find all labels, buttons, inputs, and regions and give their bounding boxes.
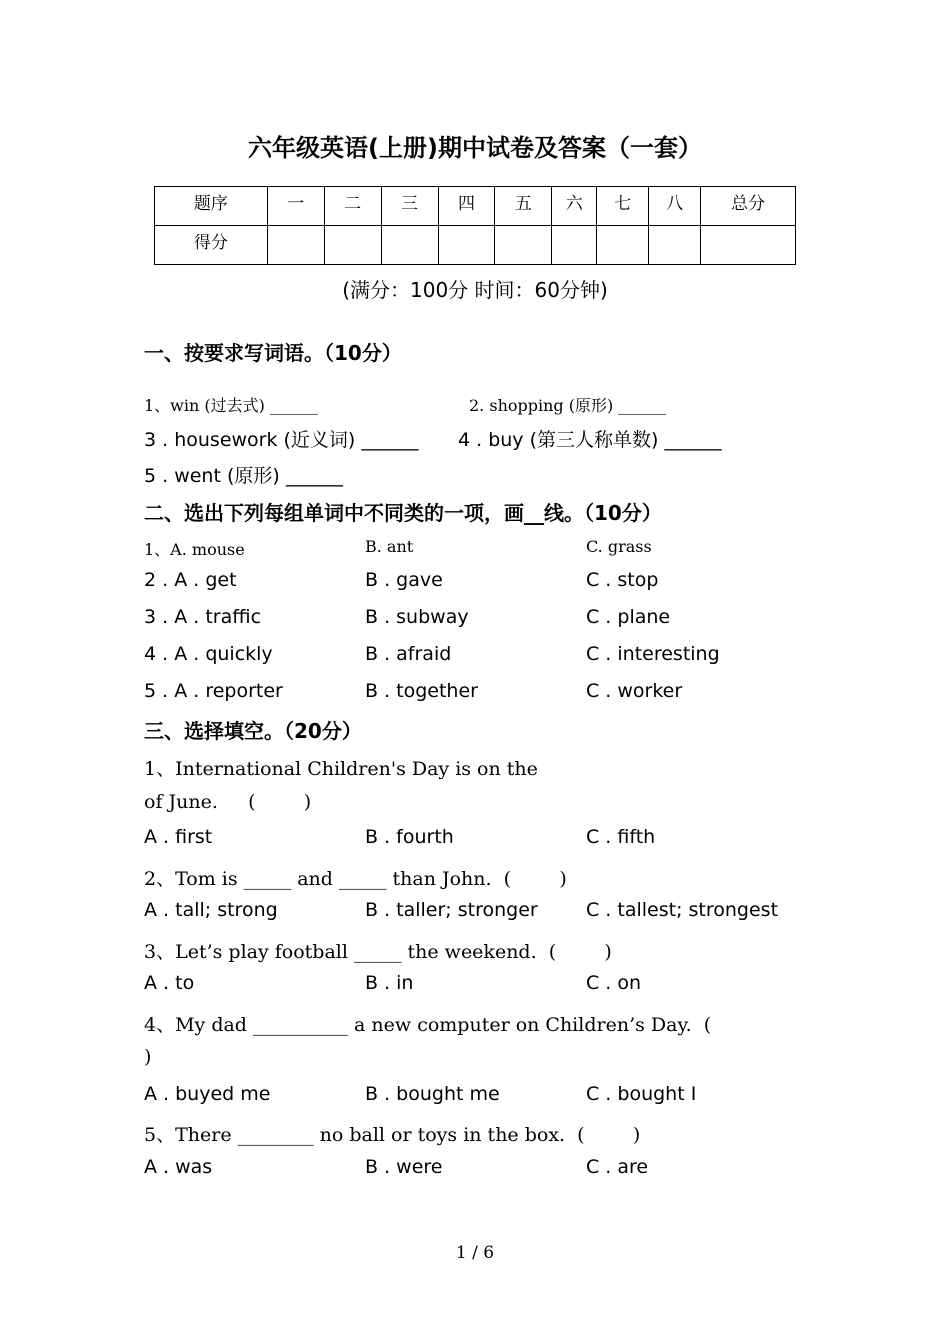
score-table (154, 186, 796, 265)
s3-question-5: 5、There ________ no ball or toys in the box. ( ) (144, 1124, 641, 1146)
s2-row-4-c: C . interesting (586, 643, 720, 665)
s2-row-2-c: C . stop (586, 569, 659, 591)
full-mark-note: (满分：100分 时间：60分钟) (342, 278, 608, 302)
s3-q3-option-b: B . in (365, 972, 414, 994)
s3-q5-option-a: A . was (144, 1156, 213, 1178)
page-title: 六年级英语(上册)期中试卷及答案（一套） (248, 134, 702, 162)
s3-question-2: 2、Tom is _____ and _____ than John. ( ) (144, 868, 567, 890)
table-cell: 题序 (155, 187, 268, 226)
table-cell: 四 (438, 187, 495, 226)
score-cell[interactable] (597, 226, 649, 265)
table-cell: 二 (324, 187, 381, 226)
s3-q1-option-c: C . fifth (586, 826, 656, 848)
s3-question-3: 3、Let’s play football _____ the weekend. ( ) (144, 941, 612, 963)
table-cell: 一 (267, 187, 324, 226)
s2-row-4-a: 4 . A . quickly (144, 643, 273, 665)
s3-q1-option-b: B . fourth (365, 826, 454, 848)
s3-q3-option-c: C . on (586, 972, 642, 994)
score-cell[interactable] (438, 226, 495, 265)
s2-row-1-c: C. grass (586, 537, 652, 556)
score-cell[interactable] (267, 226, 324, 265)
s2-row-3-b: B . subway (365, 606, 469, 628)
s3-q5-option-b: B . were (365, 1156, 443, 1178)
s1-question-5: 5 . went (原形) ______ (144, 465, 343, 487)
s3-question-1-line-1: 1、International Children's Day is on the (144, 758, 538, 780)
s2-row-1-b: B. ant (365, 537, 414, 556)
table-cell: 六 (552, 187, 597, 226)
table-cell: 五 (495, 187, 552, 226)
s1-question-2: 2. shopping (原形) ______ (469, 396, 667, 415)
s2-row-2-b: B . gave (365, 569, 443, 591)
s3-question-4-line-2: ) (144, 1046, 152, 1068)
score-cell[interactable] (649, 226, 701, 265)
s3-q2-option-c: C . tallest; strongest (586, 899, 779, 921)
s2-row-5-c: C . worker (586, 680, 683, 702)
s1-question-1: 1、win (过去式) ______ (144, 396, 318, 415)
score-table-header-row (155, 187, 796, 226)
s3-q2-option-b: B . taller; stronger (365, 899, 538, 921)
score-table-score-row (155, 226, 796, 265)
table-cell: 得分 (155, 226, 268, 265)
score-cell[interactable] (552, 226, 597, 265)
table-cell: 八 (649, 187, 701, 226)
table-cell: 七 (597, 187, 649, 226)
s3-q3-option-a: A . to (144, 972, 195, 994)
s2-row-3-c: C . plane (586, 606, 671, 628)
s1-question-4: 4 . buy (第三人称单数) ______ (458, 429, 722, 451)
s3-q4-option-c: C . bought I (586, 1083, 697, 1105)
section-1-heading: 一、按要求写词语。（10分） (144, 341, 402, 365)
s3-q5-option-c: C . are (586, 1156, 649, 1178)
table-cell: 三 (381, 187, 438, 226)
s2-row-4-b: B . afraid (365, 643, 452, 665)
score-cell[interactable] (495, 226, 552, 265)
s3-q4-option-b: B . bought me (365, 1083, 500, 1105)
page-number: 1 / 6 (455, 1243, 495, 1263)
score-cell[interactable] (381, 226, 438, 265)
s2-row-1-a: 1、A. mouse (144, 540, 245, 559)
s3-question-4-line-1: 4、My dad __________ a new computer on Children’s Day. ( (144, 1014, 712, 1036)
s1-question-3: 3 . housework (近义词) ______ (144, 429, 419, 451)
section-2-heading: 二、选出下列每组单词中不同类的一项，画__线。（10分） (144, 501, 662, 525)
score-cell[interactable] (324, 226, 381, 265)
table-cell: 总分 (701, 187, 796, 226)
s3-question-1-line-2: of June. ( ) (144, 791, 312, 813)
s3-q1-option-a: A . first (144, 826, 213, 848)
score-cell[interactable] (701, 226, 796, 265)
section-3-heading: 三、选择填空。（20分） (144, 719, 362, 743)
s2-row-2-a: 2 . A . get (144, 569, 237, 591)
s2-row-5-b: B . together (365, 680, 478, 702)
s3-q2-option-a: A . tall; strong (144, 899, 278, 921)
s2-row-3-a: 3 . A . traffic (144, 606, 262, 628)
s3-q4-option-a: A . buyed me (144, 1083, 271, 1105)
s2-row-5-a: 5 . A . reporter (144, 680, 283, 702)
